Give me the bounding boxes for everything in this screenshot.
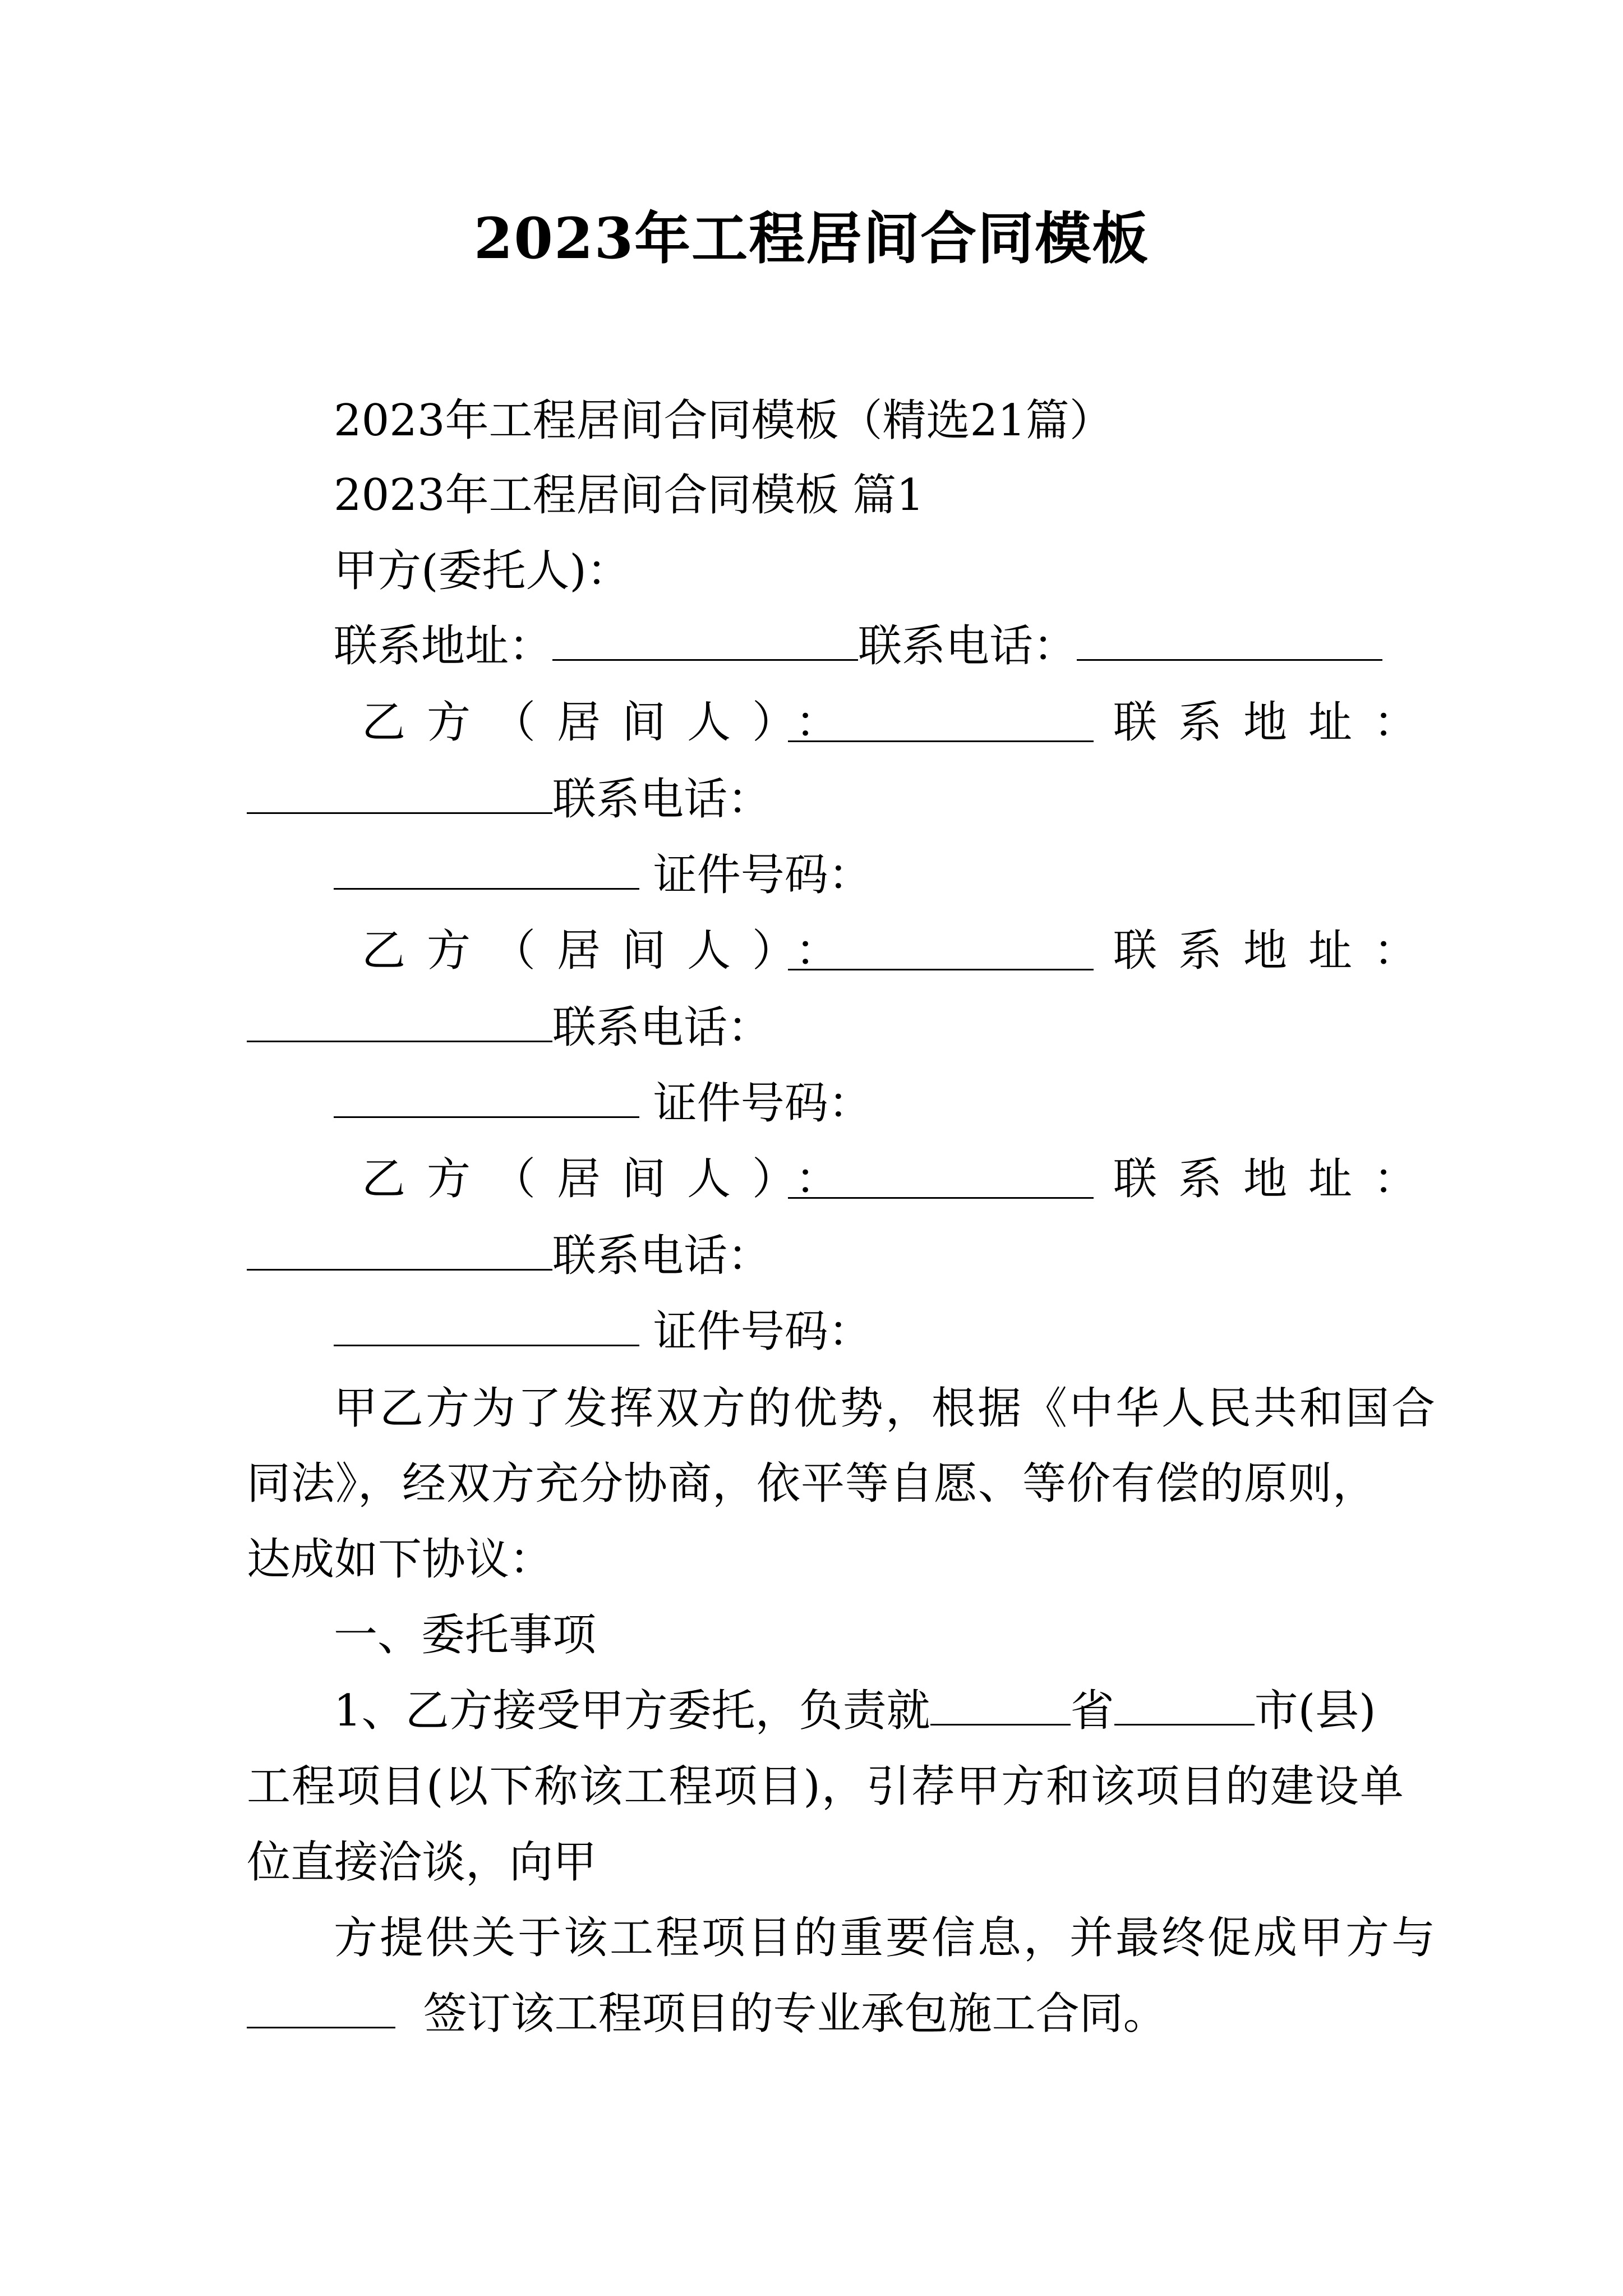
- party-b-2-address-blank[interactable]: [247, 1001, 552, 1042]
- party-a-label: 甲方(委托人)：: [334, 546, 630, 596]
- party-b-3-label: 乙方（居间人）：: [362, 1154, 861, 1204]
- party-b-1-phone-line: [247, 769, 771, 830]
- party-b-1-phone-blank[interactable]: [334, 849, 639, 890]
- party-b-2-label-line: [362, 920, 860, 982]
- subtitle: 2023年工程居间合同模板（精选21篇）: [334, 395, 1113, 446]
- party-b-2-address-label: 联系地址：: [1113, 926, 1439, 976]
- party-a-phone-blank[interactable]: [1077, 620, 1382, 661]
- party-b-1-address-blank[interactable]: [247, 773, 552, 814]
- preamble-line-2: 同法》，经双方充分协商，依平等自愿、等价有偿的原则，: [247, 1458, 1377, 1509]
- party-b-1-id-label: 证件号码：: [653, 850, 872, 900]
- party-b-2-id-line: [334, 1073, 872, 1134]
- article-1-p1-line-3: 位直接洽谈，向甲: [247, 1837, 597, 1888]
- article-1-p1-line-1: [334, 1680, 1376, 1742]
- city-blank[interactable]: [1114, 1685, 1255, 1726]
- party-a-address-label: 联系地址：: [334, 621, 553, 671]
- section-heading: 2023年工程居间合同模板 篇1: [334, 470, 924, 521]
- counterparty-blank[interactable]: [247, 1987, 395, 2028]
- party-b-2-phone-line: [247, 997, 771, 1059]
- party-b-3-phone-line: [247, 1225, 771, 1287]
- party-b-1-address-line: [1113, 692, 1438, 753]
- party-b-3-id-label: 证件号码：: [653, 1306, 872, 1357]
- party-b-2-phone-blank[interactable]: [334, 1077, 639, 1118]
- party-b-2-id-label: 证件号码：: [653, 1078, 872, 1129]
- party-b-2-name-blank[interactable]: [788, 930, 1094, 970]
- party-b-3-address-blank[interactable]: [247, 1230, 552, 1271]
- article-1-p2-line-2-wrap: [247, 1983, 1167, 2045]
- party-b-1-id-line: [334, 844, 872, 906]
- party-b-1-address-label: 联系地址：: [1113, 697, 1439, 748]
- party-a-phone-label: 联系电话：: [858, 621, 1077, 671]
- party-b-3-phone-label: 联系电话：: [552, 1231, 772, 1281]
- party-b-2-phone-label: 联系电话：: [552, 1002, 772, 1053]
- article-1-p1-line-2: 工程项目(以下称该工程项目)，引荐甲方和该项目的建设单: [247, 1761, 1405, 1812]
- party-a-contact-line: [334, 615, 1382, 677]
- party-b-2-address-line: [1113, 920, 1438, 982]
- article-1-p1-text-b: 省: [1070, 1686, 1114, 1736]
- party-b-3-address-line: [1113, 1148, 1438, 1210]
- party-b-3-phone-blank[interactable]: [334, 1305, 639, 1346]
- party-a-address-blank[interactable]: [552, 620, 858, 661]
- party-b-3-name-blank[interactable]: [788, 1158, 1094, 1199]
- party-b-2-label: 乙方（居间人）：: [362, 926, 861, 976]
- article-1-heading: 一、委托事项: [334, 1610, 597, 1660]
- party-b-3-address-label: 联系地址：: [1113, 1154, 1439, 1204]
- preamble-line-3: 达成如下协议：: [247, 1534, 554, 1585]
- party-b-1-label-line: [362, 692, 860, 753]
- article-1-p2-line-1: 方提供关于该工程项目的重要信息，并最终促成甲方与: [334, 1913, 1438, 1963]
- province-blank[interactable]: [930, 1685, 1071, 1726]
- party-b-1-name-blank[interactable]: [788, 701, 1094, 742]
- party-b-3-id-line: [334, 1301, 872, 1363]
- preamble-line-1: 甲乙方为了发挥双方的优势，根据《中华人民共和国合: [334, 1383, 1438, 1434]
- party-b-1-label: 乙方（居间人）：: [362, 697, 861, 748]
- document-title: 2023年工程居间合同模板: [473, 205, 1150, 272]
- party-b-1-phone-label: 联系电话：: [552, 774, 772, 825]
- party-b-3-label-line: [362, 1148, 860, 1210]
- article-1-p1-text-c: 市(县): [1254, 1686, 1376, 1736]
- article-1-p2-line-2: 签订该工程项目的专业承包施工合同。: [423, 1989, 1167, 2039]
- article-1-p1-text-a: 1、乙方接受甲方委托，负责就: [334, 1686, 930, 1736]
